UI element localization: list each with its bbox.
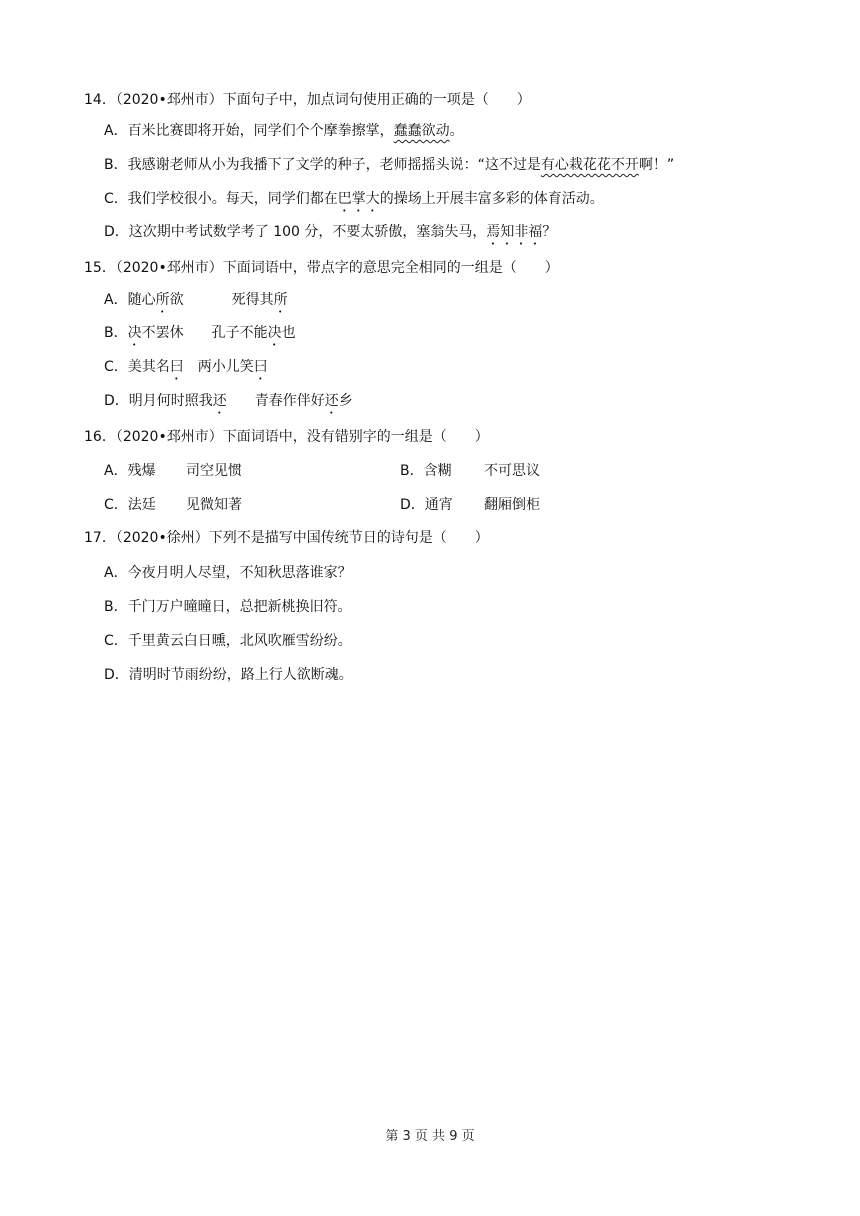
question-16-option-c-word: 见微知著: [186, 497, 242, 513]
question-14-option-a: [104, 121, 464, 141]
question-15-stem: 15．（2020•邳州市）下面词语中，带点字的意思完全相同的一组是（ ）: [84, 260, 559, 276]
page-number: 第 3 页 共 9 页: [385, 1129, 475, 1144]
question-17-option-b: B．千门万户曈曈日，总把新桃换旧符。: [104, 599, 352, 615]
option-text: C．美其名: [104, 359, 170, 375]
question-15-option-c: [104, 357, 268, 383]
question-17-option-c: C．千里黄云白日曛，北风吹雁雪纷纷。: [104, 633, 352, 649]
dotted-char: 曰: [169, 359, 184, 375]
option-text: 不罢休: [141, 325, 184, 341]
question-14-option-d: [104, 222, 556, 248]
question-15-option-a: [104, 290, 288, 316]
option-text: 也: [281, 325, 296, 341]
option-text: A．随心: [104, 292, 156, 308]
option-text: C．我们学校很小。每天，同学们都在: [104, 191, 338, 207]
question-16-option-d-word: 翻厢倒柜: [484, 497, 540, 513]
dotted-char: 决: [267, 325, 282, 341]
option-text: B．: [104, 325, 128, 341]
option-text: 。: [449, 123, 464, 139]
question-17-option-a: A．今夜月明人尽望，不知秋思落谁家？: [104, 565, 352, 581]
dotted-char: 还: [324, 393, 339, 409]
marked-phrase: 焉知非福: [486, 224, 543, 240]
marked-phrase: 有心栽花花不开: [540, 157, 639, 173]
option-text: 死得其: [231, 292, 274, 308]
question-16-option-b-label: B．含糊: [400, 463, 452, 479]
option-text: 乡: [338, 393, 353, 409]
option-text: D．明月何时照我: [104, 393, 213, 409]
option-text: 青春作伴好: [254, 393, 325, 409]
option-text: 两小儿笑: [197, 359, 254, 375]
question-14-option-c: [104, 189, 604, 215]
option-text: 欲: [169, 292, 184, 308]
option-text: 的操场上开展丰富多彩的体育活动。: [379, 191, 604, 207]
question-16-option-b-word: 不可思议: [484, 463, 540, 479]
option-text: D．这次期中考试数学考了 100 分，不要太骄傲，塞翁失马，: [104, 224, 487, 240]
dotted-char: 还: [212, 393, 227, 409]
question-15-option-b: [104, 323, 296, 349]
question-15-option-d: [104, 391, 353, 417]
dotted-char: 所: [155, 292, 170, 308]
question-16-option-a-word: 司空见惯: [186, 463, 242, 479]
question-16-option-d-label: D．通宵: [400, 497, 453, 513]
option-text: ？: [542, 224, 557, 240]
question-16-option-a-label: A．残爆: [104, 463, 156, 479]
dotted-char: 所: [273, 292, 288, 308]
dotted-char: 决: [127, 325, 142, 341]
marked-phrase: 巴掌大: [337, 191, 380, 207]
question-16-stem: 16．（2020•邳州市）下面词语中，没有错别字的一组是（ ）: [84, 429, 489, 445]
question-16-option-c-label: C．法廷: [104, 497, 156, 513]
question-17-stem: 17．（2020•徐州）下列不是描写中国传统节日的诗句是（ ）: [84, 530, 489, 546]
question-14-stem: 14．（2020•邳州市）下面句子中，加点词句使用正确的一项是（ ）: [84, 92, 531, 108]
option-text: 孔子不能: [211, 325, 268, 341]
question-17-option-d: D．清明时节雨纷纷，路上行人欲断魂。: [104, 667, 353, 683]
option-text: A．百米比赛即将开始，同学们个个摩拳擦掌，: [104, 123, 394, 139]
option-text: B．我感谢老师从小为我播下了文学的种子，老师摇摇头说：“这不过是: [104, 157, 541, 173]
option-text: 啊！”: [638, 157, 675, 173]
question-14-option-b: [104, 155, 674, 175]
marked-phrase: 蠢蠢欲动: [393, 123, 450, 139]
dotted-char: 曰: [253, 359, 268, 375]
